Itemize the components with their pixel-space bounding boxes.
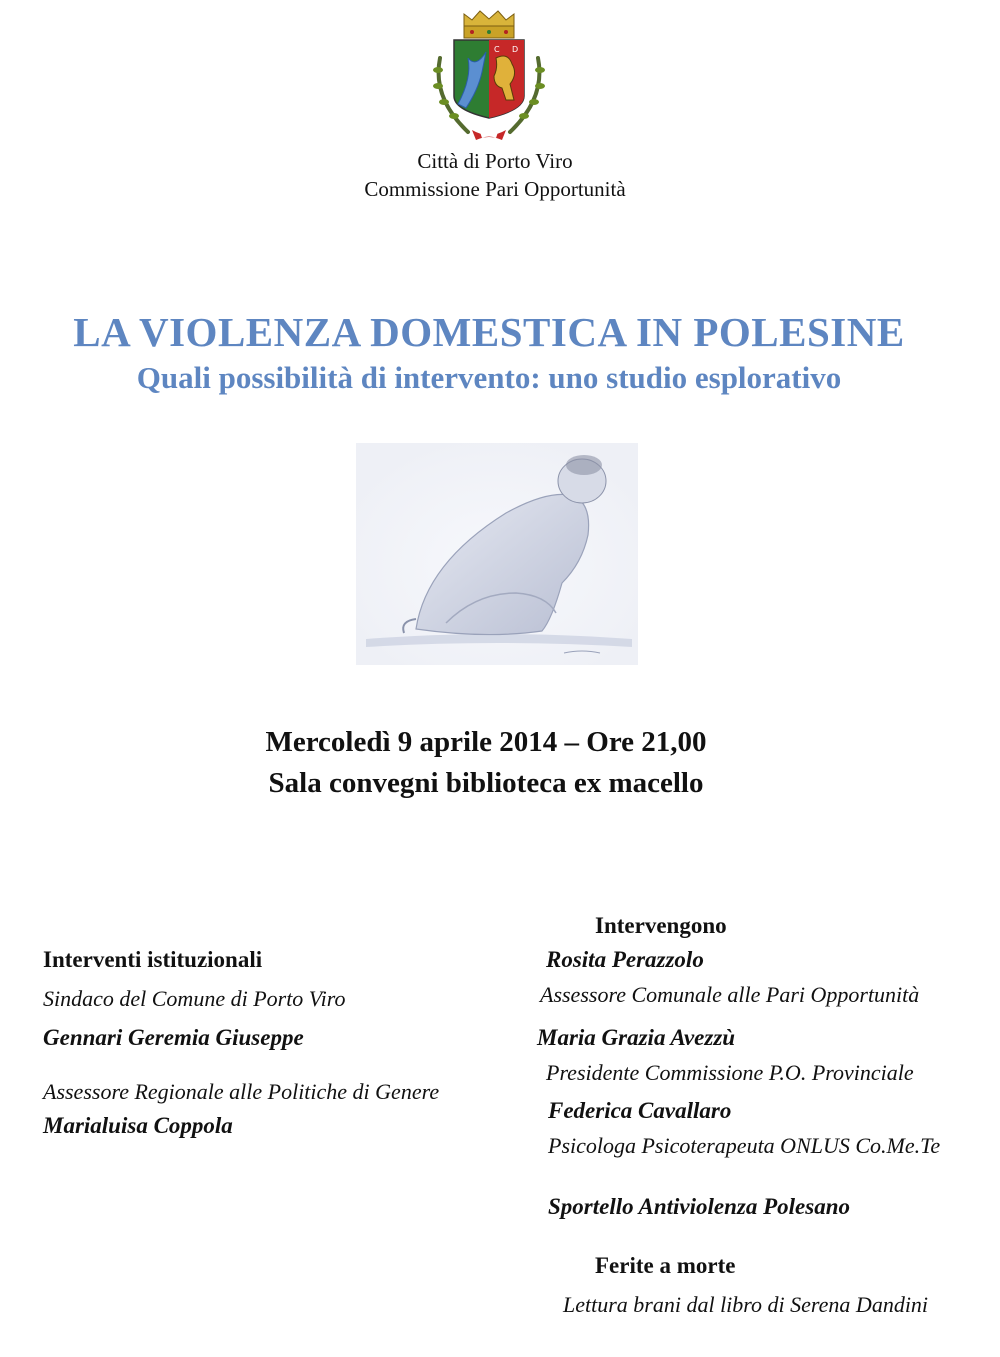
- speaker-name-2: Maria Grazia Avezzù: [537, 1025, 736, 1050]
- event-date-time: Mercoledì 9 aprile 2014 – Ore 21,00: [265, 726, 707, 758]
- shield-icon: [454, 40, 524, 118]
- speaker-name-3: Federica Cavallaro: [548, 1098, 732, 1123]
- crown-icon: [464, 11, 514, 38]
- reading-heading: Ferite a morte: [595, 1253, 736, 1278]
- event-venue: Sala convegni biblioteca ex macello: [268, 767, 704, 799]
- speakers-heading: Intervengono: [595, 913, 727, 938]
- institutional-role-2: Assessore Regionale alle Politiche di Genere: [43, 1079, 440, 1104]
- reading-description: Lettura brani dal libro di Serena Dandini: [563, 1292, 929, 1317]
- institutional-name-1: Gennari Geremia Giuseppe: [43, 1025, 304, 1050]
- commission-name: Commissione Pari Opportunità: [364, 177, 626, 201]
- speaker-name-1: Rosita Perazzolo: [546, 947, 704, 972]
- speaker-role-1: Assessore Comunale alle Pari Opportunità: [540, 982, 920, 1007]
- sportello-name: Sportello Antiviolenza Polesano: [548, 1194, 851, 1219]
- institutional-name-2: Marialuisa Coppola: [43, 1113, 233, 1138]
- city-crest: [428, 8, 550, 146]
- speaker-role-3: Psicologa Psicoterapeuta ONLUS Co.Me.Te: [548, 1133, 941, 1158]
- artwork-image: [356, 443, 638, 665]
- speaker-role-2: Presidente Commissione P.O. Provinciale: [546, 1060, 914, 1085]
- svg-text:D: D: [512, 45, 519, 54]
- page-title: LA VIOLENZA DOMESTICA IN POLESINE: [73, 309, 905, 355]
- institutional-role-1: Sindaco del Comune di Porto Viro: [43, 986, 346, 1011]
- page-subtitle: Quali possibilità di intervento: uno studio esplorativo: [136, 360, 842, 395]
- institutional-heading: Interventi istituzionali: [43, 947, 263, 972]
- city-name: Città di Porto Viro: [417, 149, 573, 173]
- svg-text:C: C: [494, 45, 500, 54]
